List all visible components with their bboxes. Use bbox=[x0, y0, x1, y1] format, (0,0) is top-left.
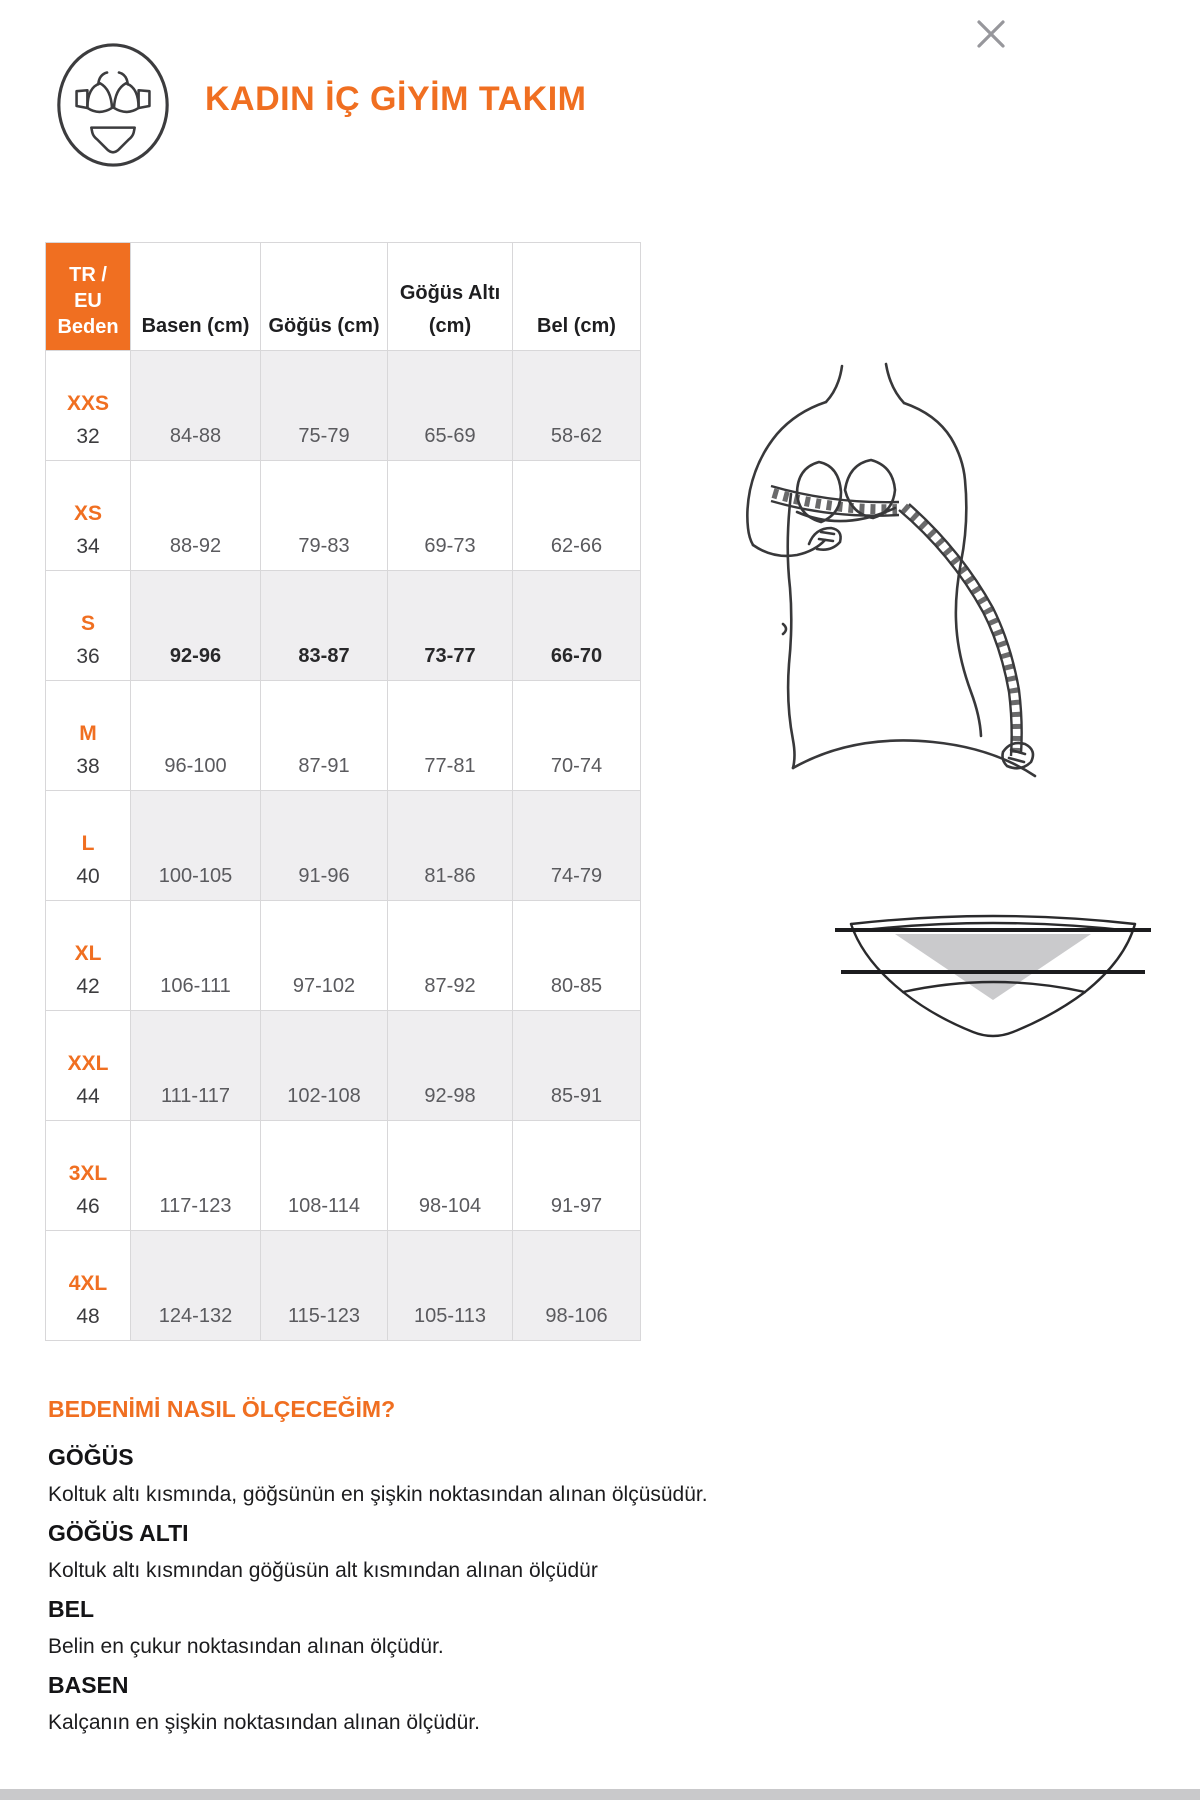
guide-term-gogus: GÖĞÜS bbox=[48, 1444, 134, 1470]
table-header-row bbox=[46, 243, 641, 351]
guide-title: BEDENİMİ NASIL ÖLÇECEĞİM? bbox=[48, 1396, 396, 1422]
size-table bbox=[45, 242, 641, 1341]
corner-header: TR / EU Beden bbox=[46, 243, 131, 351]
column-header-gogus-alti: Göğüs Altı (cm) bbox=[388, 243, 513, 351]
guide-def-basen: Kalçanın en şişkin noktasından alınan ölçüdür. bbox=[48, 1711, 480, 1734]
column-header-basen: Basen (cm) bbox=[131, 243, 261, 351]
measuring-guide bbox=[48, 1390, 1028, 1742]
panty-illustration bbox=[833, 900, 1153, 1045]
page-title: KADIN İÇ GİYİM TAKIM bbox=[205, 80, 587, 118]
guide-def-bel: Belin en çukur noktasından alınan ölçüdür. bbox=[48, 1635, 444, 1658]
guide-def-gogus-alti: Koltuk altı kısmından göğüsün alt kısmından alınan ölçüdür bbox=[48, 1559, 598, 1582]
guide-def-gogus: Koltuk altı kısmında, göğsünün en şişkin noktasından alınan ölçüsüdür. bbox=[48, 1483, 708, 1506]
bottom-edge bbox=[0, 1789, 1200, 1800]
table-row: M 38 96-100 87-91 77-81 70-74 bbox=[46, 681, 641, 791]
table-row: XXL 44 111-117 102-108 92-98 85-91 bbox=[46, 1011, 641, 1121]
table-row: 4XL 48 124-132 115-123 105-113 98-106 bbox=[46, 1231, 641, 1341]
bra-panty-icon bbox=[53, 40, 173, 170]
close-icon[interactable] bbox=[971, 14, 1011, 54]
table-row: L 40 100-105 91-96 81-86 74-79 bbox=[46, 791, 641, 901]
table-row: 3XL 46 117-123 108-114 98-104 91-97 bbox=[46, 1121, 641, 1231]
bust-measurement-illustration bbox=[693, 362, 1053, 792]
column-header-bel: Bel (cm) bbox=[513, 243, 641, 351]
table-row-highlighted: S 36 92-96 83-87 73-77 66-70 bbox=[46, 571, 641, 681]
column-header-gogus: Göğüs (cm) bbox=[261, 243, 388, 351]
guide-term-gogus-alti: GÖĞÜS ALTI bbox=[48, 1520, 189, 1546]
table-row: XS 34 88-92 79-83 69-73 62-66 bbox=[46, 461, 641, 571]
guide-term-bel: BEL bbox=[48, 1596, 94, 1622]
table-row: XL 42 106-111 97-102 87-92 80-85 bbox=[46, 901, 641, 1011]
guide-term-basen: BASEN bbox=[48, 1672, 129, 1698]
table-row: XXS 32 84-88 75-79 65-69 58-62 bbox=[46, 351, 641, 461]
